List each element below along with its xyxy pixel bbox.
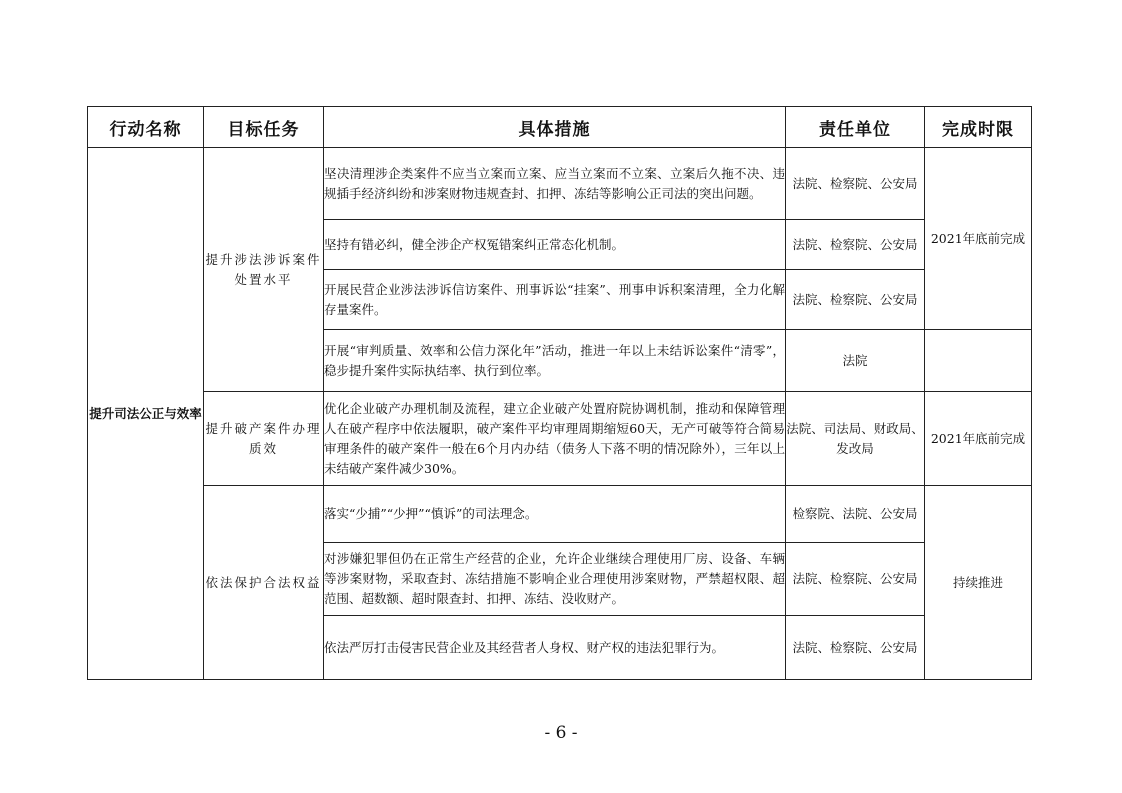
target-cell: 依法保护合法权益 <box>204 486 324 680</box>
unit-cell: 检察院、法院、公安局 <box>786 486 925 543</box>
unit-cell: 法院、检察院、公安局 <box>786 616 925 680</box>
measure-cell: 落实“少捕”“少押”“慎诉”的司法理念。 <box>324 486 786 543</box>
target-cell: 提升破产案件办理质效 <box>204 392 324 486</box>
action-name-cell: 提升司法公正与效率 <box>88 148 204 680</box>
unit-cell: 法院、检察院、公安局 <box>786 220 925 270</box>
table-row <box>88 392 1032 486</box>
measure-cell: 开展“审判质量、效率和公信力深化年”活动，推进一年以上未结诉讼案件“清零”，稳步提升案件实际执结率、执行到位率。 <box>324 330 786 392</box>
unit-cell: 法院、检察院、公安局 <box>786 148 925 220</box>
unit-cell: 法院、检察院、公安局 <box>786 270 925 330</box>
table-row <box>88 486 1032 543</box>
header-row <box>88 107 1032 148</box>
deadline-cell: 2021年底前完成 <box>925 148 1032 330</box>
measure-cell: 依法严厉打击侵害民营企业及其经营者人身权、财产权的违法犯罪行为。 <box>324 616 786 680</box>
header-unit: 责任单位 <box>786 107 925 148</box>
unit-cell: 法院 <box>786 330 925 392</box>
unit-cell: 法院、检察院、公安局 <box>786 543 925 616</box>
deadline-cell: 2021年底前完成 <box>925 392 1032 486</box>
measure-cell: 优化企业破产办理机制及流程，建立企业破产处置府院协调机制，推动和保障管理人在破产程序中依法履职，破产案件平均审理周期缩短60天，无产可破等符合简易审理条件的破产案件一般在6个月内办结（债务人下落不明的情况除外），三年以上未结破产案件减少30%。 <box>324 392 786 486</box>
unit-cell: 法院、司法局、财政局、发改局 <box>786 392 925 486</box>
header-action: 行动名称 <box>88 107 204 148</box>
action-plan-table <box>87 106 1032 680</box>
header-deadline: 完成时限 <box>925 107 1032 148</box>
table-row <box>88 148 1032 220</box>
deadline-cell: 持续推进 <box>925 486 1032 680</box>
page-number: - 6 - <box>544 723 578 743</box>
target-cell: 提升涉法涉诉案件处置水平 <box>204 148 324 392</box>
measure-cell: 坚决清理涉企类案件不应当立案而立案、应当立案而不立案、立案后久拖不决、违规插手经济纠纷和涉案财物违规查封、扣押、冻结等影响公正司法的突出问题。 <box>324 148 786 220</box>
measure-cell: 开展民营企业涉法涉诉信访案件、刑事诉讼“挂案”、刑事申诉积案清理，全力化解存量案件。 <box>324 270 786 330</box>
measure-cell: 坚持有错必纠，健全涉企产权冤错案纠正常态化机制。 <box>324 220 786 270</box>
deadline-cell-empty <box>925 330 1032 392</box>
measure-cell: 对涉嫌犯罪但仍在正常生产经营的企业，允许企业继续合理使用厂房、设备、车辆等涉案财物，采取查封、冻结措施不影响企业合理使用涉案财物，严禁超权限、超范围、超数额、超时限查封、扣押、冻结、没收财产。 <box>324 543 786 616</box>
header-target: 目标任务 <box>204 107 324 148</box>
header-measure: 具体措施 <box>324 107 786 148</box>
